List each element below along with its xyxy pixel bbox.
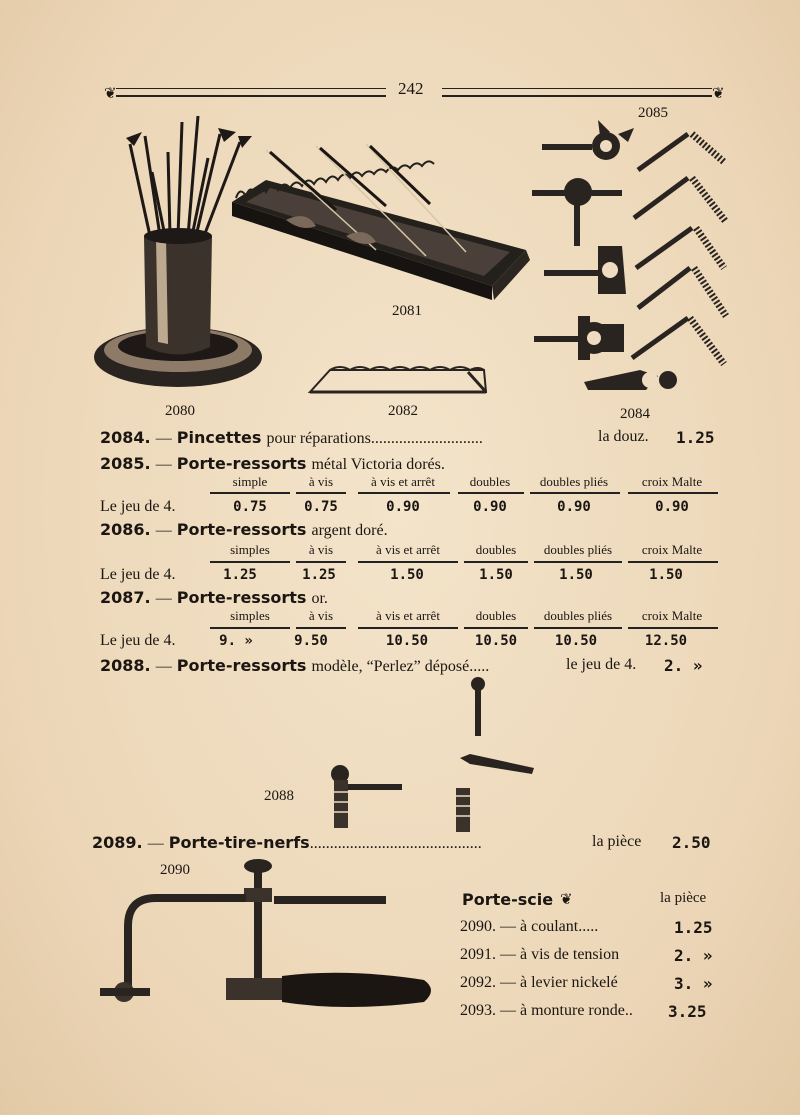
saw-ornament-icon: ❦ — [560, 890, 573, 908]
col-header-vis-arret: à vis et arrêt — [376, 542, 440, 557]
tool-bar-illustration — [300, 362, 490, 402]
price-value: 9.50 — [294, 633, 328, 649]
row-label: Le jeu de 4. — [100, 498, 176, 515]
item-dash: — — [155, 456, 172, 473]
item-number: 2084. — [100, 428, 151, 447]
tool-tray-illustration — [226, 140, 536, 300]
item-2085 — [100, 454, 445, 474]
item-description: métal Victoria dorés. — [311, 456, 445, 473]
price-value: 0.75 — [304, 499, 338, 515]
price-value: 1.25 — [302, 567, 336, 583]
price-value: 10.50 — [385, 633, 429, 649]
saw-row-number: 2091. — [460, 946, 496, 963]
saw-row-number: 2090. — [460, 918, 496, 935]
item-dash: — — [155, 522, 172, 539]
item-name: Porte-ressorts — [176, 656, 307, 675]
item-2084-price: 1.25 — [676, 428, 715, 447]
item-leaders: ..... — [469, 658, 490, 675]
col-header-croix-malte: croix Malte — [641, 608, 703, 623]
figure-label-2088: 2088 — [264, 788, 294, 804]
item-description: argent doré. — [311, 522, 388, 539]
saw-row-price: 3. » — [674, 974, 713, 993]
col-header-doubles: doubles — [475, 542, 517, 557]
item-leaders: ........................................... — [309, 835, 482, 852]
saw-row-2092 — [460, 974, 618, 992]
col-header-croix-malte: croix Malte — [641, 474, 703, 489]
price-value: 0.90 — [386, 499, 420, 515]
col-header-vis-arret: à vis et arrêt — [376, 608, 440, 623]
item-name: Pincettes — [176, 428, 262, 447]
col-header-simples: simples — [230, 608, 270, 623]
saw-row-desc: à coulant..... — [520, 918, 599, 935]
saw-row-dash: — — [500, 974, 516, 991]
item-2089 — [92, 833, 482, 853]
price-value: 9. » — [219, 633, 253, 649]
figure-label-2090: 2090 — [160, 862, 190, 878]
item-number: 2088. — [100, 656, 151, 675]
item-dash: — — [155, 658, 172, 675]
saw-row-desc: à vis de tension — [520, 946, 620, 963]
price-value: 10.50 — [474, 633, 518, 649]
item-description: or. — [311, 590, 328, 607]
col-header-a-vis: à vis — [308, 474, 334, 489]
saw-row-price: 3.25 — [668, 1002, 707, 1021]
col-header-a-vis: à vis — [308, 542, 334, 557]
col-header-vis-arret: à vis et arrêt — [371, 474, 435, 489]
saw-row-dash: — — [500, 918, 516, 935]
price-value: 0.90 — [655, 499, 689, 515]
col-header-doubles: doubles — [475, 608, 517, 623]
saw-row-dash: — — [500, 1002, 516, 1019]
item-number: 2089. — [92, 833, 143, 852]
header-rule-right — [442, 88, 712, 97]
item-number: 2087. — [100, 588, 151, 607]
saw-row-dash: — — [500, 946, 516, 963]
saw-row-desc: à monture ronde.. — [520, 1002, 633, 1019]
row-label: Le jeu de 4. — [100, 632, 176, 649]
price-value: 1.50 — [479, 567, 513, 583]
figure-label-2084: 2084 — [620, 406, 650, 422]
ornament-left-icon: ❦ — [104, 84, 117, 102]
price-value: 1.50 — [390, 567, 424, 583]
col-header-simples: simples — [230, 542, 270, 557]
item-dash: — — [155, 430, 172, 447]
col-header-simple: simple — [232, 474, 268, 489]
price-value: 1.25 — [223, 567, 257, 583]
figure-label-2080: 2080 — [165, 403, 195, 419]
figure-label-2082: 2082 — [388, 403, 418, 419]
saw-row-number: 2092. — [460, 974, 496, 991]
item-2089-price: 2.50 — [672, 833, 711, 852]
item-2089-unit: la pièce — [592, 833, 642, 850]
item-2088-price: 2. » — [664, 656, 703, 675]
saw-row-price: 2. » — [674, 946, 713, 965]
saw-frame-illustration — [96, 856, 446, 1016]
ornament-right-icon: ❦ — [712, 84, 725, 102]
item-number: 2085. — [100, 454, 151, 473]
item-2086 — [100, 520, 388, 540]
saw-row-2093 — [460, 1002, 633, 1020]
saw-row-number: 2093. — [460, 1002, 496, 1019]
saw-row-desc: à levier nickelé — [520, 974, 618, 991]
figure-label-2085: 2085 — [638, 105, 668, 121]
item-leaders: ............................ — [370, 430, 483, 447]
item-description: modèle, “Perlez” déposé — [311, 658, 470, 675]
header-rule-left — [116, 88, 386, 97]
col-header-doubles-plies: doubles pliés — [543, 608, 613, 623]
item-number: 2086. — [100, 520, 151, 539]
perlez-holder-illustration — [320, 672, 550, 832]
saw-unit: la pièce — [660, 890, 707, 906]
spring-holders-illustration — [528, 118, 738, 408]
item-name: Porte-tire-nerfs — [168, 833, 310, 852]
price-value: 10.50 — [554, 633, 598, 649]
col-header-a-vis: à vis — [308, 608, 334, 623]
saw-title: Porte-scie — [462, 890, 554, 909]
price-value: 0.90 — [557, 499, 591, 515]
row-label: Le jeu de 4. — [100, 566, 176, 583]
item-description: pour réparations — [266, 430, 371, 447]
col-header-doubles-plies: doubles pliés — [543, 542, 613, 557]
item-2084 — [100, 428, 483, 448]
item-2084-unit: la douz. — [598, 428, 649, 445]
item-name: Porte-ressorts — [176, 520, 307, 539]
price-value: 0.75 — [233, 499, 267, 515]
page-number: 242 — [398, 79, 424, 98]
saw-row-2091 — [460, 946, 619, 964]
col-header-doubles-plies: doubles pliés — [539, 474, 609, 489]
saw-row-price: 1.25 — [674, 918, 713, 937]
price-value: 1.50 — [559, 567, 593, 583]
saw-row-2090 — [460, 918, 598, 936]
figure-label-2081: 2081 — [392, 303, 422, 319]
item-dash: — — [147, 835, 164, 852]
item-name: Porte-ressorts — [176, 588, 307, 607]
item-dash: — — [155, 590, 172, 607]
price-value: 0.90 — [473, 499, 507, 515]
price-value: 1.50 — [649, 567, 683, 583]
item-name: Porte-ressorts — [176, 454, 307, 473]
price-value: 12.50 — [644, 633, 688, 649]
col-header-doubles: doubles — [469, 474, 511, 489]
item-2088-unit: le jeu de 4. — [566, 656, 637, 673]
col-header-croix-malte: croix Malte — [641, 542, 703, 557]
item-2087 — [100, 588, 328, 608]
